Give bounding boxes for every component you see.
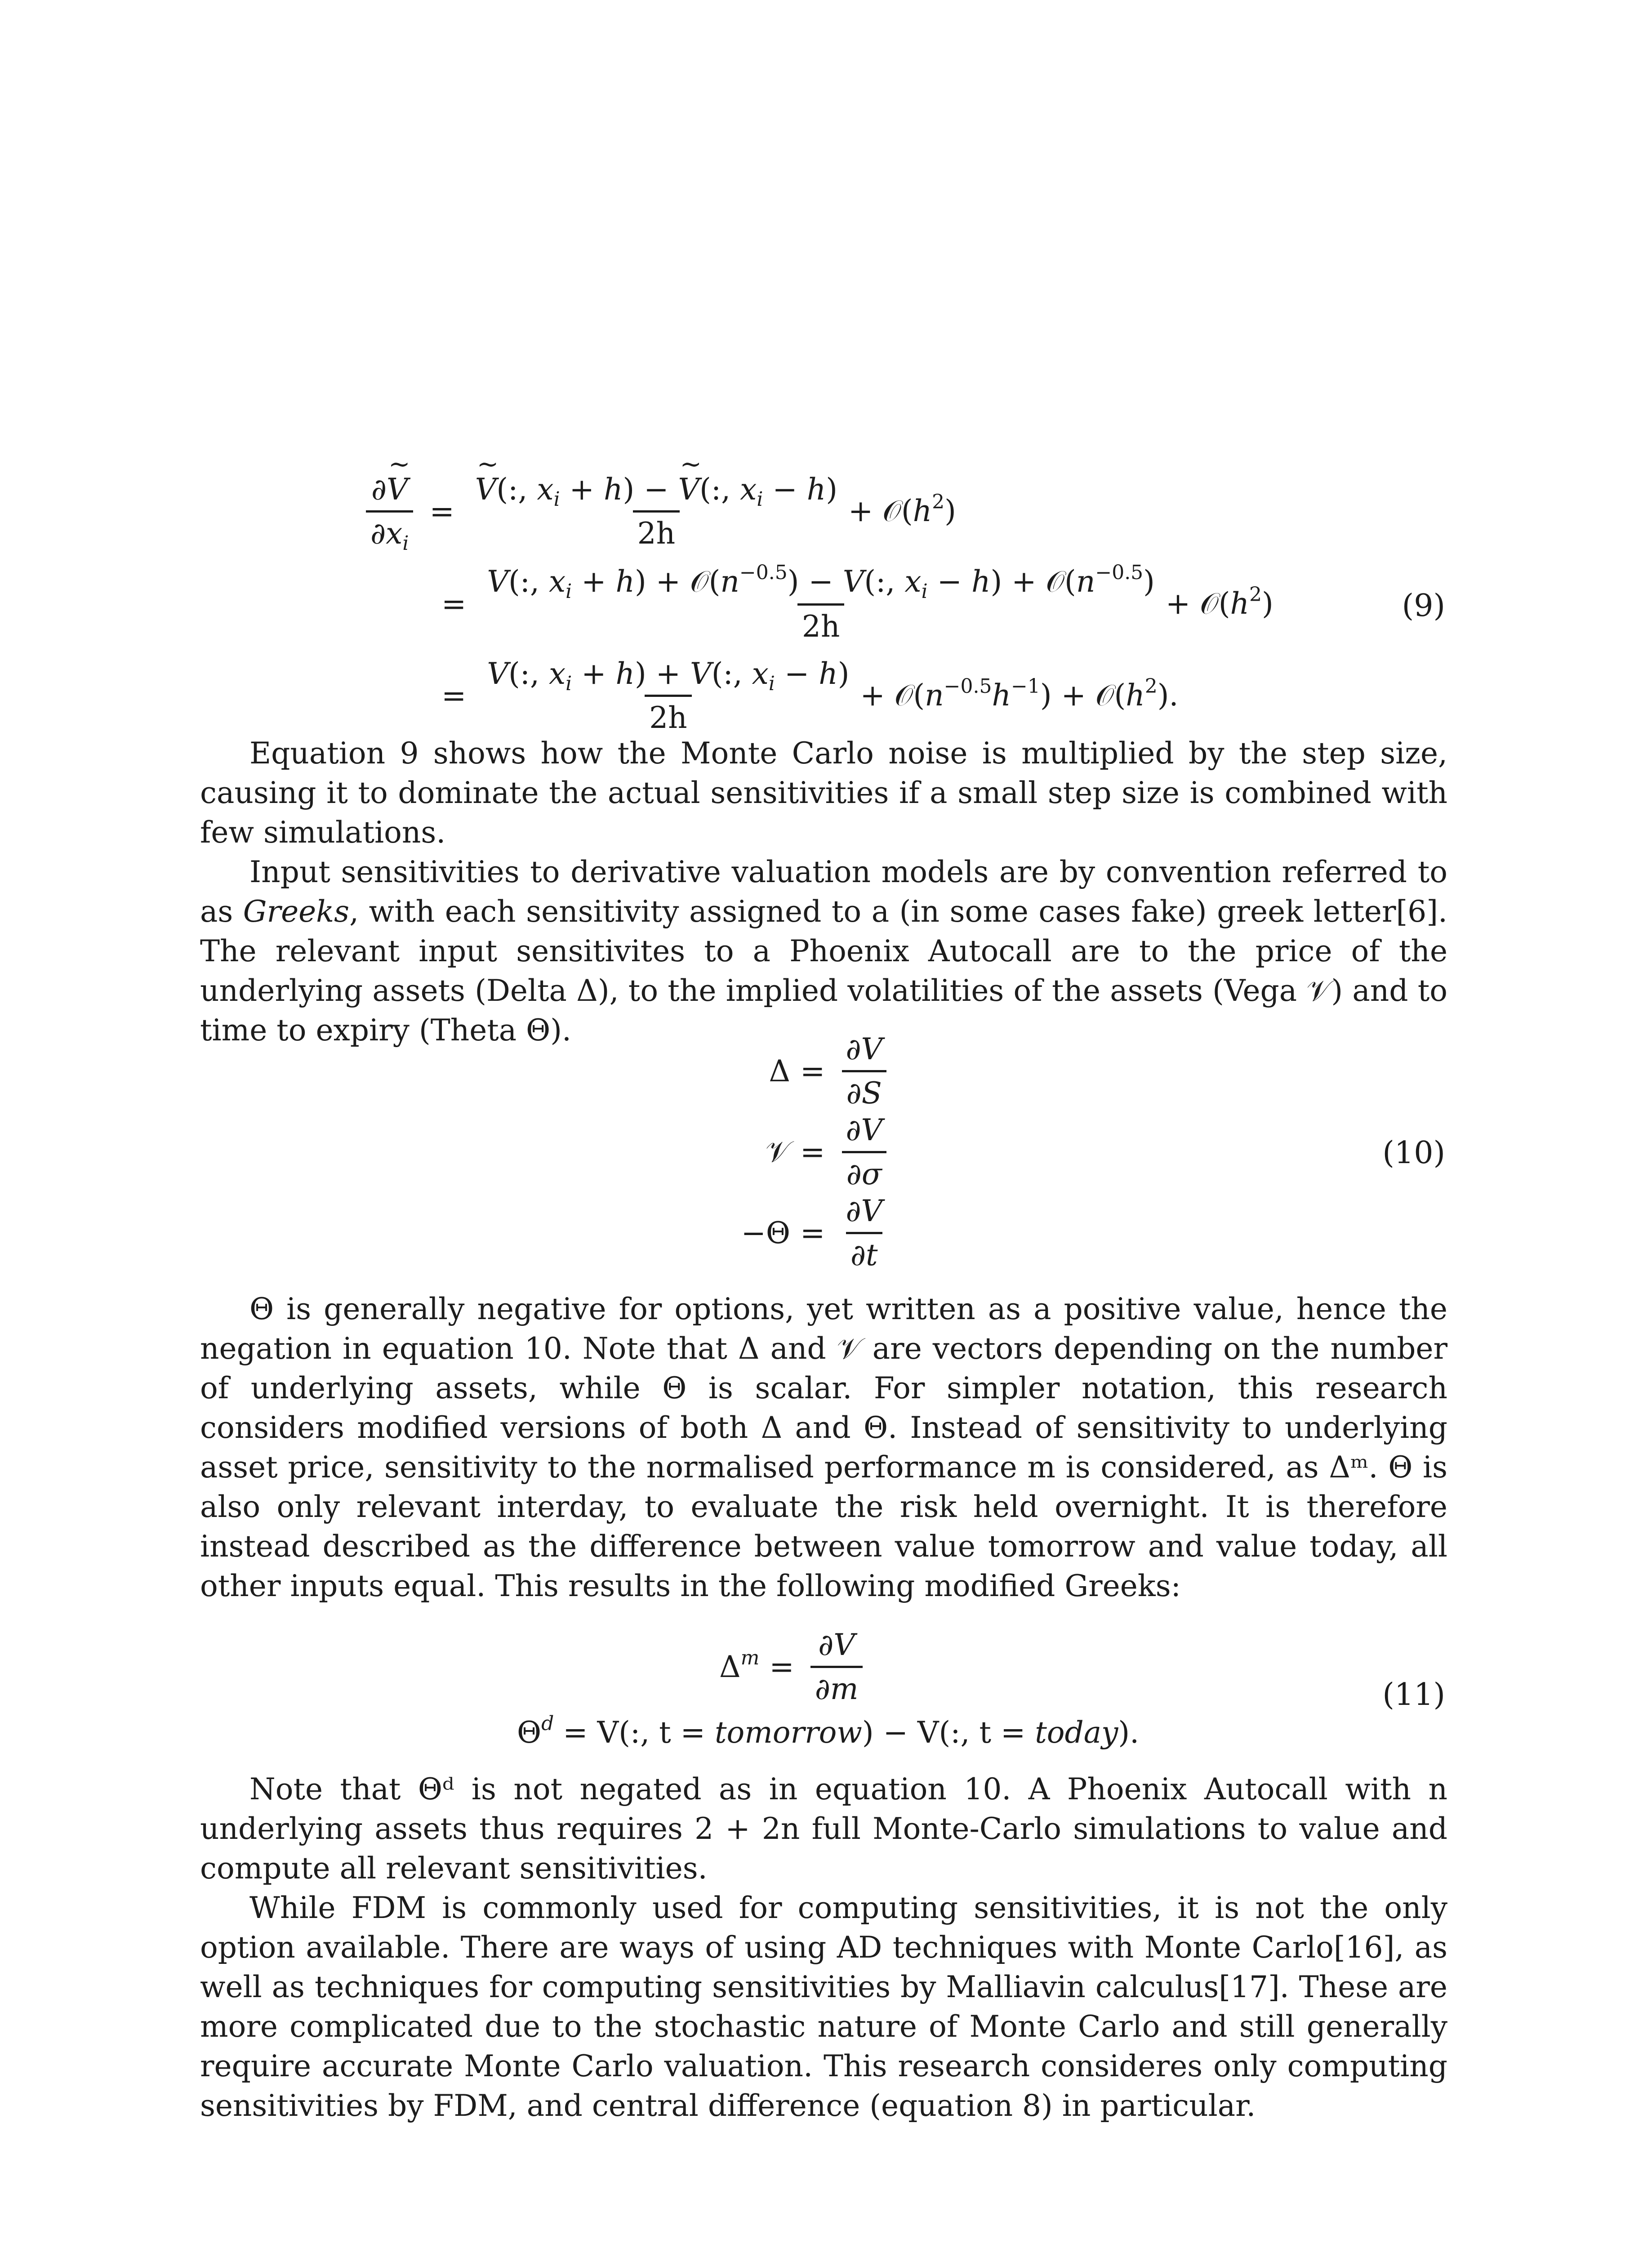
- paragraph-3: Θ is generally negative for options, yet written as a positive value, hence the negation in equation 10. Note that Δ and 𝒱 are vectors depending on the number of underlying assets, while Θ is scalar. For simpler notation, this research considers modified versions of both Δ and Θ. Instead of sensitivity to underlying asset price, sensitivity to the normalised performance m is considered, as Δᵐ. Θ is also only relevant interday, to evaluate the risk held overnight. It is therefore instead described as the difference between value tomorrow and value today, all other inputs equal. This results in the following modified Greeks:: [200, 1292, 1447, 1603]
- text-block-2: [200, 1289, 1447, 1606]
- equation-9-line-2: = $\frac{V(:, x_i + h) + 𝒪(n^{-0.5}) - V(:, x_i - h) + 𝒪(n^{-0.5})}{2h}$ + $𝒪(h^2)$: [441, 561, 1274, 644]
- equation-10-number: (10): [1382, 1135, 1445, 1171]
- line-3-numerator: V(:, $x_i + h) + V$(:, $x_i - h$): [487, 656, 850, 695]
- greeks-term: Greeks: [243, 894, 350, 929]
- line-1-numerator: ~ V(:, $x_i + h$) − ~ V(:, $x_i - h$): [471, 472, 842, 510]
- equation-10-theta: −Θ = $\frac{\partial V}{\partial t}$: [723, 1194, 893, 1272]
- line-1-tail: + $𝒪(h^2)$: [848, 491, 956, 528]
- equation-10-vega: 𝒱 = $\frac{\partial V}{\partial\sigma}$: [750, 1113, 893, 1191]
- text-block-1: [200, 734, 1447, 1050]
- vega-lhs: 𝒱: [766, 1134, 790, 1169]
- lhs-denominator: $\partial x_i$: [366, 510, 413, 551]
- paragraph-5: While FDM is commonly used for computing sensitivities, it is not the only option available. There are ways of using AD techniques with Monte Carlo[16], as well as techniques for computing sensitivities by Malliavin calculus[17]. These are more complicated due to the stochastic nature of Monte Carlo and still generally require accurate Monte Carlo valuation. This research consideres only computing sensitivities by FDM, and central difference (equation 8) in particular.: [200, 1891, 1447, 2123]
- line-2-denominator: 2h: [797, 603, 845, 644]
- equation-10: [0, 1032, 1652, 1284]
- equation-11-theta: [517, 1712, 1140, 1750]
- lhs-fraction: [366, 472, 413, 555]
- line-3-denominator: 2h: [645, 695, 692, 735]
- line-3-fraction: [482, 656, 854, 735]
- delta-lhs: Δ: [769, 1054, 790, 1088]
- equation-10-delta: Δ = $\frac{\partial V}{\partial S}$: [750, 1032, 893, 1111]
- theta-d-rhs: = V(:, t = tomorrow) − V(:, t = today).: [563, 1715, 1140, 1750]
- theta-d-lhs: $\Theta^d$: [517, 1712, 554, 1750]
- equation-11-number: (11): [1382, 1677, 1445, 1713]
- line-2-tail: + $𝒪(h^2)$: [1165, 583, 1274, 621]
- theta-lhs: −Θ: [741, 1216, 790, 1250]
- equation-9-number: (9): [1402, 588, 1445, 624]
- line-2-fraction: [482, 561, 1159, 644]
- equation-9-line-1: $\frac{\partial\sim V}{\partial x_i}$ = ~ $\frac{V(:, x_i + h) - \sim V(:, x_i - h)}{2h}$ + $𝒪(h^2)$: [360, 472, 956, 551]
- paragraph-4: Note that Θᵈ is not negated as in equation 10. A Phoenix Autocall with n underlying assets thus requires 2 + 2n full Monte-Carlo simulations to value and compute all relevant sensitivities.: [200, 1772, 1447, 1886]
- delta-m-lhs: $\Delta^m$: [719, 1646, 760, 1684]
- line-1-fraction: [471, 472, 842, 551]
- paragraph-1: Equation 9 shows how the Monte Carlo noise is multiplied by the step size, causing it to dominate the actual sensitivities if a small step size is combined with few simulations.: [200, 736, 1447, 850]
- equation-11-delta: $\Delta^m$ = $\frac{\partial V}{\partial m}$: [719, 1628, 869, 1706]
- equation-9: [0, 472, 1652, 751]
- equation-11: [0, 1628, 1652, 1776]
- line-3-tail: + $𝒪(n^{-0.5}h^{-1})$ + $𝒪(h^2)$.: [860, 675, 1179, 713]
- equation-9-line-3: = $\frac{V(:, x_i + h) + V(:, x_i - h)}{2h}$ + $𝒪(n^{-0.5}h^{-1})$ + $𝒪(h^2)$.: [441, 656, 1179, 735]
- lhs-numerator: ∂~ V: [367, 472, 413, 510]
- paragraph-2: Input sensitivities to derivative valuation models are by convention referred to as Greeks, with each sensitivity assigned to a (in some cases fake) greek letter[6]. The relevant input sensitivites to a Phoenix Autocall are to the price of the underlying assets (Delta Δ), to the implied volatilities of the assets (Vega 𝒱) and to time to expiry (Theta Θ).: [200, 855, 1448, 1048]
- text-block-3: [200, 1770, 1447, 2126]
- line-1-denominator: 2h: [633, 510, 680, 551]
- line-2-numerator: V(:, $x_i + h$) + $𝒪(n^{-0.5}) - V$(:, $x_i - h$) + $𝒪(n^{-0.5})$: [487, 561, 1155, 603]
